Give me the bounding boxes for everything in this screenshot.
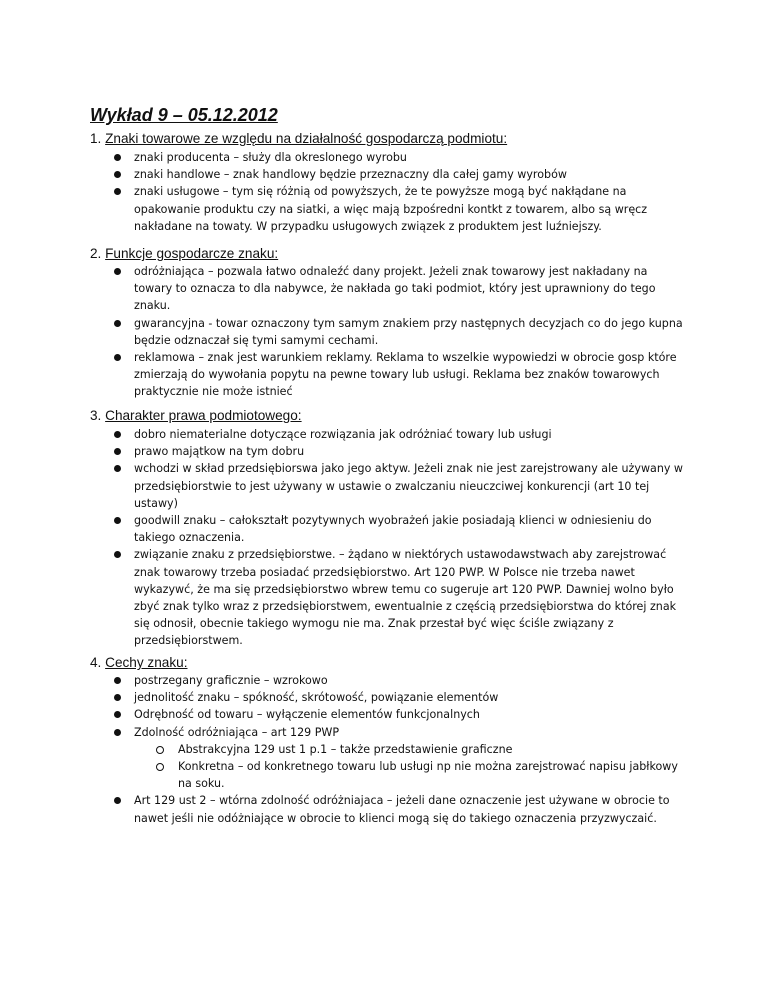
section-2-number: 2.	[90, 246, 102, 261]
sub-list-item: Konkretna – od konkretnego towaru lub usługi np nie można zarejstrować napisu jabłkowy na soku.	[134, 758, 684, 792]
list-item: odróżniająca – pozwala łatwo odnaleźć dany projekt. Jeżeli znak towarowy jest nakładany na towary to oznacza to dla nabywce, że nakłada go taki podmiot, który jest uprawniony do tego znaku.	[114, 263, 684, 315]
section-3-number: 3.	[90, 408, 102, 423]
section-2-heading-text: Funkcje gospodarcze znaku:	[105, 246, 279, 261]
list-item: znaki producenta – służy dla okreslonego wyrobu	[114, 149, 684, 166]
list-item: prawo majątkow na tym dobru	[114, 443, 684, 460]
list-item: wchodzi w skład przedsiębiorswa jako jego aktyw. Jeżeli znak nie jest zarejstrowany ale używany w przedsiębiorstwie to jest używany w ustawie o zwalczaniu nieuczciwej konkurencji (art 10 tej ustawy)	[114, 460, 684, 512]
hollow-bullet-icon	[156, 746, 164, 754]
hollow-bullet-icon	[156, 763, 164, 771]
bullet-icon	[114, 729, 121, 736]
bullet-icon	[114, 551, 121, 558]
list-item: gwarancyjna - towar oznaczony tym samym znakiem przy następnych decyzjach co do jego kupna będzie odznaczał się tymi samymi cechami.	[114, 315, 684, 349]
list-item: Art 129 ust 2 – wtórna zdolność odróżniajaca – jeżeli dane oznaczenie jest używane w obrocie to nawet jeśli nie odóżniające w obrocie to klienci mogą się do takiego oznaczenia przyzwyczaić.	[114, 792, 684, 826]
bullet-icon	[114, 268, 121, 275]
bullet-icon	[114, 677, 121, 684]
section-3-heading-text: Charakter prawa podmiotowego:	[105, 408, 302, 423]
bullet-icon	[114, 154, 121, 161]
list-item: znaki usługowe – tym się różnią od powyższych, że te powyższe mogą być nakłądane na opakowanie produktu czy na siatki, a więc mają bzpośredni kontkt z towarem, albo są wręcz nakładane na towaty. W przypadku usługowych związek z produktem jest luźniejszy.	[114, 183, 684, 235]
bullet-icon	[114, 711, 121, 718]
list-item: związanie znaku z przedsiębiorstwe. – żądano w niektórych ustawodawstwach aby zarejstrować znak towarowy trzeba posiadać przedsiębiorstwo. Art 120 PWP. W Polsce nie trzeba nawet wykazywć, że ma się przedsiębiorstwo wbrew temu co sugeruje art 120 PWP. Dawniej wolno było zbyć znak tylko wraz z przedsiębiorstwem, ewentualnie z częścią przedsiębiorstwa do której znak się odnosił, obecnie takiego wymogu nie ma. Znak przestał być więc ściśle związany z przedsiębiorstwem.	[114, 546, 684, 649]
bullet-icon	[114, 171, 121, 178]
bullet-icon	[114, 448, 121, 455]
section-4-heading	[90, 654, 187, 672]
list-item: dobro niematerialne dotyczące rozwiązania jak odróżniać towary lub usługi	[114, 426, 684, 443]
lecture-title: Wykład 9 – 05.12.2012	[90, 105, 278, 125]
bullet-icon	[114, 465, 121, 472]
bullet-icon	[114, 354, 121, 361]
section-4-list	[114, 672, 684, 827]
section-4-heading-text: Cechy znaku:	[105, 655, 188, 670]
list-item: Zdolność odróżniająca – art 129 PWP Abstrakcyjna 129 ust 1 p.1 – także przedstawienie graficzne Konkretna – od konkretnego towaru lub usługi np nie można zarejstrować napisu jabłkowy na soku.	[114, 724, 684, 793]
bullet-icon	[114, 431, 121, 438]
section-1-number: 1.	[90, 131, 102, 146]
section-3-heading	[90, 407, 302, 425]
section-2-heading	[90, 245, 278, 263]
section-4-sublist	[134, 741, 684, 793]
list-item: znaki handlowe – znak handlowy będzie przeznaczny dla całej gamy wyrobów	[114, 166, 684, 183]
bullet-icon	[114, 320, 121, 327]
section-3-list	[114, 426, 684, 650]
list-item: reklamowa – znak jest warunkiem reklamy. Reklama to wszelkie wypowiedzi w obrocie gosp które zmierzają do wywołania popytu na pewne towary lub usługi. Reklama bez znaków towarowych praktycznie nie może istnieć	[114, 349, 684, 401]
section-1-list	[114, 149, 684, 235]
section-4-number: 4.	[90, 655, 102, 670]
section-1-heading	[90, 130, 507, 148]
list-item: jednolitość znaku – spókność, skrótowość, powiązanie elementów	[114, 689, 684, 706]
list-item: Odrębność od towaru – wyłączenie elementów funkcjonalnych	[114, 706, 684, 723]
bullet-icon	[114, 517, 121, 524]
list-item: postrzegany graficznie – wzrokowo	[114, 672, 684, 689]
bullet-icon	[114, 188, 121, 195]
list-item: goodwill znaku – całokształt pozytywnych wyobrażeń jakie posiadają klienci w odniesieniu do takiego oznaczenia.	[114, 512, 684, 546]
section-1-heading-text: Znaki towarowe ze względu na działalność gospodarczą podmiotu:	[105, 131, 508, 146]
sub-list-item: Abstrakcyjna 129 ust 1 p.1 – także przedstawienie graficzne	[134, 741, 684, 758]
bullet-icon	[114, 694, 121, 701]
bullet-icon	[114, 797, 121, 804]
section-2-list	[114, 263, 684, 401]
